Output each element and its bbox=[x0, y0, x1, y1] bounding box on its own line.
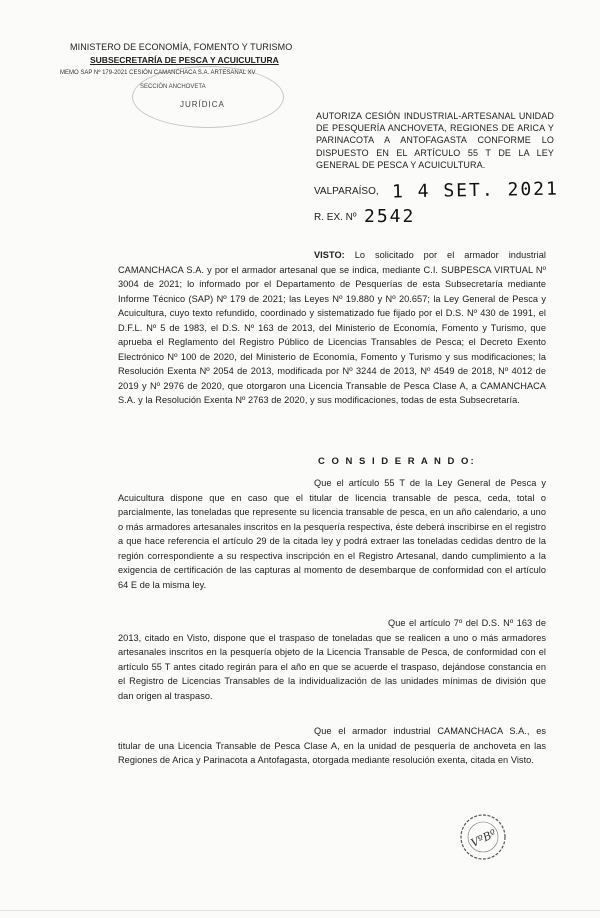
page-bottom-edge bbox=[0, 910, 600, 911]
memo-reference: MEMO SAP Nº 179-2021 CESIÓN CAMANCHACA S.A. ARTESANAL XV bbox=[60, 70, 256, 76]
resolution-number-label: R. EX. Nº bbox=[314, 212, 357, 223]
visto-paragraph bbox=[118, 248, 546, 408]
considerando-heading: C O N S I D E R A N D O: bbox=[318, 456, 476, 467]
subsecretaria-heading: SUBSECRETARÍA DE PESCA Y ACUICULTURA bbox=[90, 55, 279, 65]
resolution-number: 2542 bbox=[364, 206, 416, 227]
considerando-paragraph-1: Que el artículo 55 T de la Ley General de Pesca y Acuicultura dispone que en caso que el titular de licencia transable de pesca, ceda, total o parcialmente, las toneladas que represente su licencia transable de pesca, en un año calendario, a uno o más armadores artesanales inscritos en la pesquería respectiva, éste deberá inscribirse en el registro a que hace referencia el artículo 29 de la citada ley y podrá extraer las toneladas cedidas dentro de la región correspondiente a su respectiva inscripción en el Registro Artesanal, dando cumplimiento a la exigencia de certificación de las capturas al momento de desembarque de conformidad con el artículo 64 E de la misma ley. bbox=[118, 478, 546, 590]
legal-stamp-label: JURÍDICA bbox=[180, 100, 225, 109]
legal-stamp bbox=[132, 66, 284, 128]
considerando-paragraph-3: Que el armador industrial CAMANCHACA S.A., es titular de una Licencia Transable de Pesca Clase A, en la unidad de pesquería de anchoveta en las Regiones de Arica y Parinacota a Antofagasta, otorgada mediante resolución exenta, citada en Visto. bbox=[118, 726, 546, 765]
vobo-stamp-text: VºBº bbox=[468, 826, 499, 850]
dateline-place: VALPARAÍSO, bbox=[314, 186, 379, 197]
visto-label: VISTO: bbox=[314, 250, 345, 260]
vobo-stamp bbox=[458, 812, 508, 862]
resolution-summary: AUTORIZA CESIÓN INDUSTRIAL-ARTESANAL UNIDAD DE PESQUERÍA ANCHOVETA, REGIONES DE ARICA Y PARINACOTA A ANTOFAGASTA CONFORME LO DISPUESTO EN EL ARTÍCULO 55 T DE LA LEY GENERAL DE PESCA Y ACUICULTURA. bbox=[316, 111, 554, 170]
visto-text: Lo solicitado por el armador industrial CAMANCHACA S.A. y por el armador artesanal que se indica, mediante C.I. SUBPESCA VIRTUAL Nº 3004 de 2021; lo informado por el Departamento de Pesquerías de esta Subsecretaría mediante Informe Técnico (SAP) Nº 179 de 2021; las Leyes Nº 19.880 y Nº 20.657; la Ley General de Pesca y Acuicultura, cuyo texto refundido, coordinado y sistematizado fue fijado por el D.S. Nº 430 de 1991, el D.F.L. Nº 5 de 1983, el D.S. Nº 163 de 2013, del Ministerio de Economía, Fomento y Turismo, que aprueba el Reglamento del Registro Público de Licencias Transables de Pesca; el Decreto Exento Electrónico Nº 100 de 2020, del Ministerio de Economía, Fomento y Turismo y sus modificaciones; la Resolución Exenta Nº 2054 de 2013, modificada por Nº 3244 de 2013, Nº 4549 de 2018, Nº 4012 de 2019 y Nº 2976 de 2020, que otorgaron una Licencia Transable de Pesca Clase A, a CAMANCHACA S.A. y la Resolución Exenta Nº 2763 de 2020, y sus modificaciones, todas de esta Subsecretaría. bbox=[118, 250, 546, 405]
ministry-heading: MINISTERO DE ECONOMÍA, FOMENTO Y TURISMO bbox=[70, 42, 293, 52]
dateline-date: 1 4 SET. 2021 bbox=[391, 178, 560, 203]
section-reference: SECCIÓN ANCHOVETA bbox=[140, 84, 206, 90]
considerando-paragraph-2: Que el artículo 7º del D.S. Nº 163 de 2013, citado en Visto, dispone que el traspaso de toneladas que se realicen a uno o más armadores artesanales inscritos en la pesquería objeto de la Licencia Transable de Pesca, de conformidad con el artículo 55 T antes citado regirán para el año en que se acuerde el traspaso, dejándose constancia en el Registro de Licencias Transables de la individualización de las unidades mínimas de división que dan origen al traspaso. bbox=[118, 618, 546, 701]
